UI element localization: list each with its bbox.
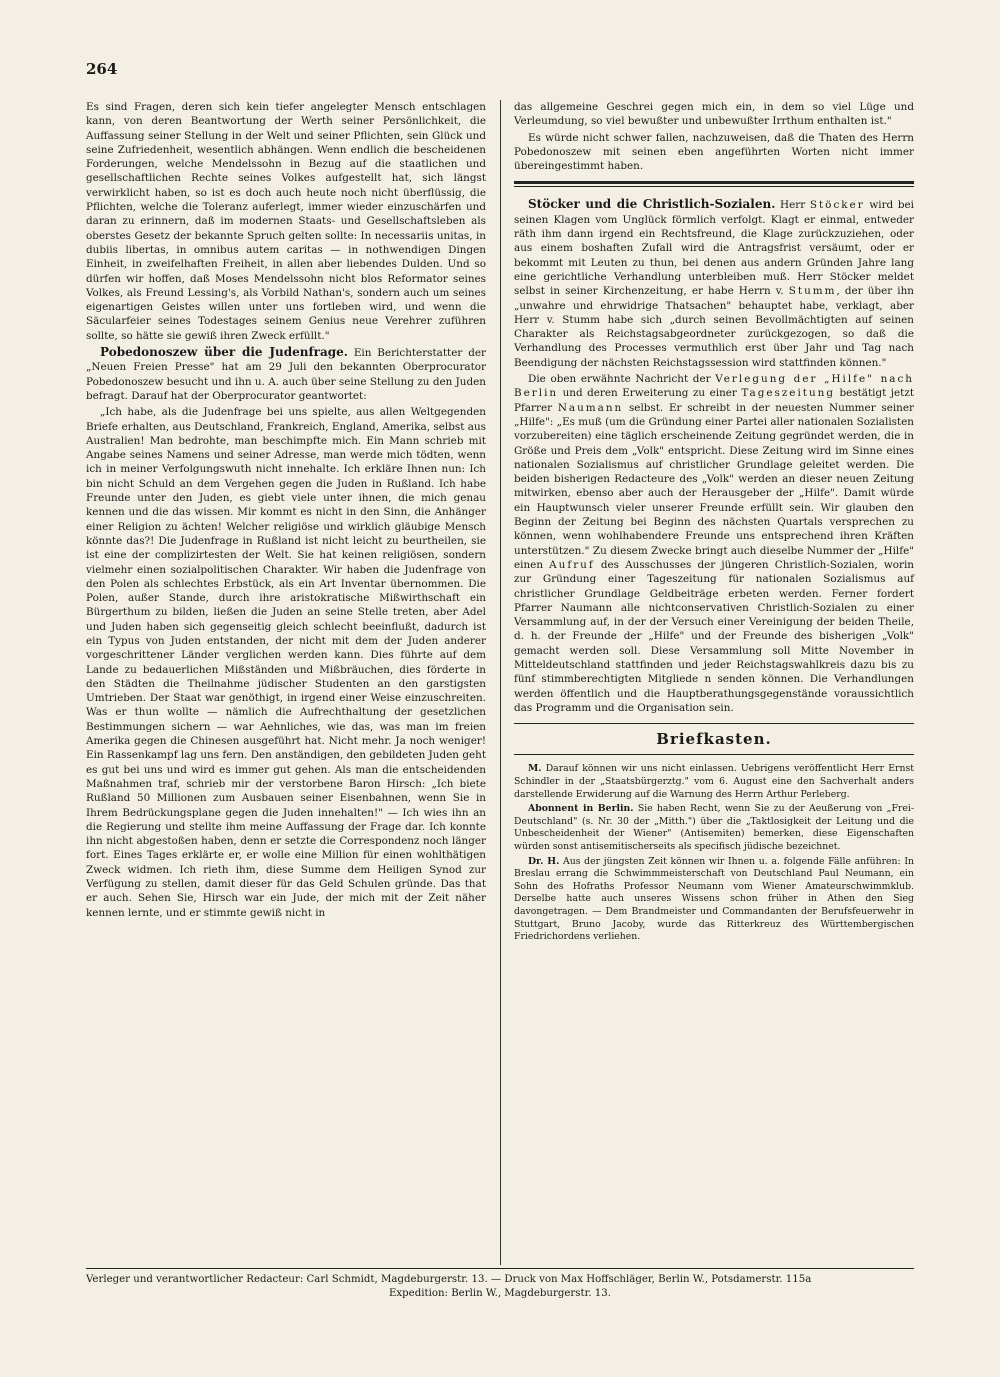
hilfe-spaced-1: Verlegung der „Hilfe" nach Berlin [514,373,914,400]
hilfe-text-e: des Ausschusses der jüngeren Christlich-Sozialen, worin zur Gründung einer Tageszeitung für nationalen Sozialismus auf christlicher Grundlage Geldbeiträge erbeten werden. Ferner fordert Pfarrer Naumann alle nichtconservativen Christlich-Sozialen zu einer Versammlung auf, in der der Versuch einer Vereinigung der beiden Theile, d. h. der Freunde der „Hilfe" und der Freunde des bisherigen „Volk" gemacht werden soll. Diese Versammlung soll Mitte November in Mitteldeutschland stattfinden und jeder Reichstagswahlkreis dazu bis zu fünf stimmberechtigten Mitgliede n senden können. Die Verhandlungen werden öffentlich und die Hauptberathungsgegenstände voraussichtlich das Programm und die Organisation sein. [514,558,914,714]
section-divider [514,181,914,187]
naumann-name: Naumann [557,401,624,414]
briefkasten-key: M. [528,763,542,775]
aufruf-word: Aufruf [549,558,595,571]
right-column [514,100,914,946]
briefkasten-text: Sie haben Recht, wenn Sie zu der Aeußerung von „Frei-Deutschland" (s. Nr. 30 der „Mitth.") über die „Taktlosigkeit der Leitung und die Unbescheidenheit der Wiener" (Antisemiten) bemerken, diese Eigenschaften würden sonst antisemitischerseits als specifisch jüdische bezeichnet. [514,803,914,853]
stoecker-article [514,197,914,370]
left-column [86,100,486,922]
column-divider [500,100,501,1265]
briefkasten-key: Dr. H. [528,855,560,867]
briefkasten-entry [514,763,914,801]
stoecker-heading: Stöcker und die Christlich-Sozialen. [528,197,776,212]
stoecker-name: Stöcker [809,199,865,212]
footer-rule [86,1268,914,1269]
pobedonoszew-quote: „Ich habe, als die Judenfrage bei uns spielte, aus allen Weltgegenden Briefe erhalten, aus Deutschland, Frankreich, England, Amerika, selbst aus Australien! Man bedrohte, man beschimpfte mich. Ein Mann schrieb mit Angabe seines Namens und seiner Adresse, man werde mich tödten, wenn ich in meiner Verfolgungswuth nicht innehalte. Ich erkläre Ihnen nun: Ich bin nicht Schuld an dem Vergehen gegen die Juden in Rußland. Ich habe Freunde unter den Juden, es giebt viele unter ihnen, die mich genau kennen und die das wissen. Mir kommt es nicht in den Sinn, die Anhänger einer Religion zu ächten! Welcher religiöse und wirklich gläubige Mensch könnte das?! Die Judenfrage in Rußland ist nicht leicht zu beurtheilen, sie ist eine der complizirtesten der Welt. Sie hat keinen religiösen, sondern vielmehr einen sozialpolitischen Charakter. Wir haben die Judenfrage von den Polen als schlechtes Erbstück, als ein Art Inventar übernommen. Die Polen, außer Stande, durch ihre aristokratische Mißwirthschaft ein Bürgerthum zu bilden, ließen die Juden an seine Stelle treten, aber Adel und Juden haben sich gegenseitig gleich schlecht beeinflußt, dadurch ist ein Typus von Juden entstanden, der nicht mit dem der Juden anderer vorgeschrittener Länder verglichen werden kann. Dies führte auf dem Lande zu bedauerlichen Mißständen und Mißbräuchen, dies förderte in den Städten die Theilnahme jüdischer Studenten an den garstigsten Umtrieben. Der Staat war genöthigt, in irgend einer Weise einzuschreiten. Was er thun wollte — nämlich die Aufrechthaltung der gesetzlichen Bestimmungen sichern — war Aehnliches, wie das, was man im freien Amerika gegen die Chinesen ausgeführt hat. Nicht mehr. Ja noch weniger! Ein Rassenkampf lag uns fern. Den anständigen, den gebildeten Juden geht es gut bei uns und wird es immer gut gehen. Als man die entscheidenden Maßnahmen traf, schrieb mir der verstorbene Baron Hirsch: „Ich biete Rußland 50 Millionen zum Ausbauen seiner Eisenbahnen, wenn Sie in Ihrem Bedrückungsplane gegen die Juden innehalten!" — Ich wies ihn an die Regierung und stellte ihm meine Auffassung der Frage dar. Ich konnte ihn nicht abgestoßen haben, denn er setzte die Correspondenz noch länger fort. Eines Tages erklärte er, er wolle eine Million für einen wohlthätigen Zweck widmen. Ich rieth ihm, diese Summe dem Heiligen Synod zur Verfügung zu stellen, damit dieser für das Geld Schulen gründe. Das that er auch. Sehen Sie, Hirsch war ein Jude, der mich mit der Zeit näher kennen lernte, und er stimmte gewiß nicht in [86,406,486,919]
briefkasten-entry [514,856,914,944]
stumm-name: Stumm [788,285,837,298]
imprint-footer [86,1268,914,1301]
right-paragraph-1: das allgemeine Geschrei gegen mich ein, in dem so viel Lüge und Verleumdung, so viel bewußter und unbewußter Irrthum enthalten ist." [514,101,914,128]
briefkasten-divider-top [514,723,914,724]
briefkasten-text: Darauf können wir uns nicht einlassen. Uebrigens veröffentlicht Herr Ernst Schindler in der „Staatsbürgerztg." vom 6. August eine den Sachverhalt anders darstellende Erwiderung auf die Warnung des Herrn Arthur Perleberg. [514,763,914,800]
stoecker-text-b: wird bei seinen Klagen vom Unglück förmlich verfolgt. Klagt er einmal, entweder räth ihm dann irgend ein Rechtsfreund, die Klage zurückzuziehen, oder aus einem boshaften Zufall wird die Antragsfrist versäumt, oder er bekommt mit Leuten zu thun, bei denen aus andern Gründen Jahre lang eine gerichtliche Verhandlung unterbleiben muß. Herr Stöcker meldet selbst in seiner Kirchenzeitung, er habe Herrn v. [514,199,914,298]
hilfe-text-d: selbst. Er schreibt in der neuesten Nummer seiner „Hilfe": „Es muß (um die Gründung einer Partei aller nationalen Sozialisten vorzubereiten) eine täglich erscheinende Zeitung gegründet werden, die in Größe und Preis dem „Volk" entspricht. Diese Zeitung wird im Sinne eines nationalen Sozialismus auf christlicher Grundlage geleitet werden. Die beiden bisherigen Redacteure des „Volk" werden an dieser neuen Zeitung mitwirken, ebenso aber auch der Herausgeber der „Hilfe". Damit würde ein Hauptwunsch vieler unserer Freunde erfüllt sein. Wir glauben den Beginn der Zeitung bei Beginn des nächsten Quartals versprechen zu können, wenn wohlhabendere Freunde uns entsprechend ihren Kräften unterstützen." Zu diesem Zwecke bringt auch dieselbe Nummer der „Hilfe" einen [514,401,914,571]
hilfe-text-c: bestätigt jetzt Pfarrer [514,387,914,414]
hilfe-text-a: Die oben erwähnte Nachricht der [528,373,716,386]
briefkasten-key: Abonnent in Berlin. [528,803,634,815]
pobedonoszew-article [86,345,486,403]
stoecker-text-a: Herr [775,199,810,212]
briefkasten-text: Aus der jüngsten Zeit können wir Ihnen u. a. folgende Fälle anführen: In Breslau errang die Schwimmmeisterschaft von Deutschland Paul Neumann, ein Sohn des Hofraths Professor Neumann vom Wiener Amateurschwimmklub. Derselbe hatte auch unseres Wissens schon früher in Athen den Sieg davongetragen. — Dem Brandmeister und Commandanten der Berufsfeuerwehr in Stuttgart, Bruno Jacoby, wurde das Ritterkreuz des Württembergischen Friedrichordens verliehen. [514,855,914,943]
hilfe-text-b: und deren Erweiterung zu einer [558,387,742,400]
footer-line-1: Verleger und verantwortlicher Redacteur: Carl Schmidt, Magdeburgerstr. 13. — Druck von Max Hoffschläger, Berlin W., Potsdamerstr. 115a [86,1274,812,1285]
pobedonoszew-intro: Ein Berichterstatter der „Neuen Freien Presse" hat am 29 Juli den bekannten Oberprocurator Pobedonoszew besucht und ihn u. A. auch über seine Stellung zu den Juden befragt. Darauf hat der Oberprocurator geantwortet: [86,347,486,402]
briefkasten-divider-bottom [514,754,914,755]
briefkasten-title: Briefkasten. [656,730,772,749]
briefkasten-entry [514,803,914,853]
stoecker-text-c: , der über ihn „unwahre und ehrwidrige Thatsachen" behauptet habe, verklagt, aber Herr v. Stumm habe sich „durch seinen Bevollmächtigten auf seinen Charakter als Reichstagsabgeordneter zurückgezogen, so daß die Verhandlung des Processes vermuthlich erst über Jahr und Tag nach Beendigung der nächsten Reichstagssession wird stattfinden können." [514,285,914,369]
left-paragraph-1: Es sind Fragen, deren sich kein tiefer angelegter Mensch entschlagen kann, von deren Beantwortung der Werth seiner Persönlichkeit, die Auffassung seiner Stellung in der Welt und seiner Pflichten, sein Glück und seine Zufriedenheit, wesentlich abhängen. Wenn endlich die bescheidenen Forderungen, welche Mendelssohn in Bezug auf die staatlichen und gesellschaftlichen Rechte seines Volkes aufgestellt hat, sich längst verwirklicht haben, so ist es doch auch heute noch nicht überflüssig, die Pflichten, welche die Toleranz auferlegt, immer wieder einzuschärfen und daran zu erinnern, daß im modernen Staats- und Gesellschaftsleben als oberstes Gesetz der bekannte Spruch gelten sollte: In necessariis unitas, in dubiis libertas, in omnibus autem caritas — in nothwendigen Dingen Einheit, in zweifelhaften Freiheit, in allen aber liebendes Dulden. Und so dürfen wir hoffen, daß Moses Mendelssohn nicht blos Reformator seines Volkes, als Freund Lessing's, als Vorbild Nathan's, sondern auch um seines eigenartigen Geistes willen unter uns fortleben wird, und wenn die Säcularfeier seines Todestages seinem Genius neue Verehrer zuführen sollte, so hätte sie gewiß ihren Zweck erfüllt." [86,101,486,342]
page-number: 264 [86,60,118,78]
right-paragraph-2: Es würde nicht schwer fallen, nachzuweisen, daß die Thaten des Herrn Pobedonoszew mit seinen eben angeführten Worten nicht immer übereingestimmt haben. [514,131,914,173]
footer-line-2: Expedition: Berlin W., Magdeburgerstr. 13. [388,1288,612,1299]
briefkasten-section [514,763,914,943]
pobedonoszew-heading: Pobedonoszew über die Judenfrage. [100,345,348,360]
hilfe-spaced-2: Tageszeitung [741,387,835,400]
hilfe-article [514,372,914,715]
